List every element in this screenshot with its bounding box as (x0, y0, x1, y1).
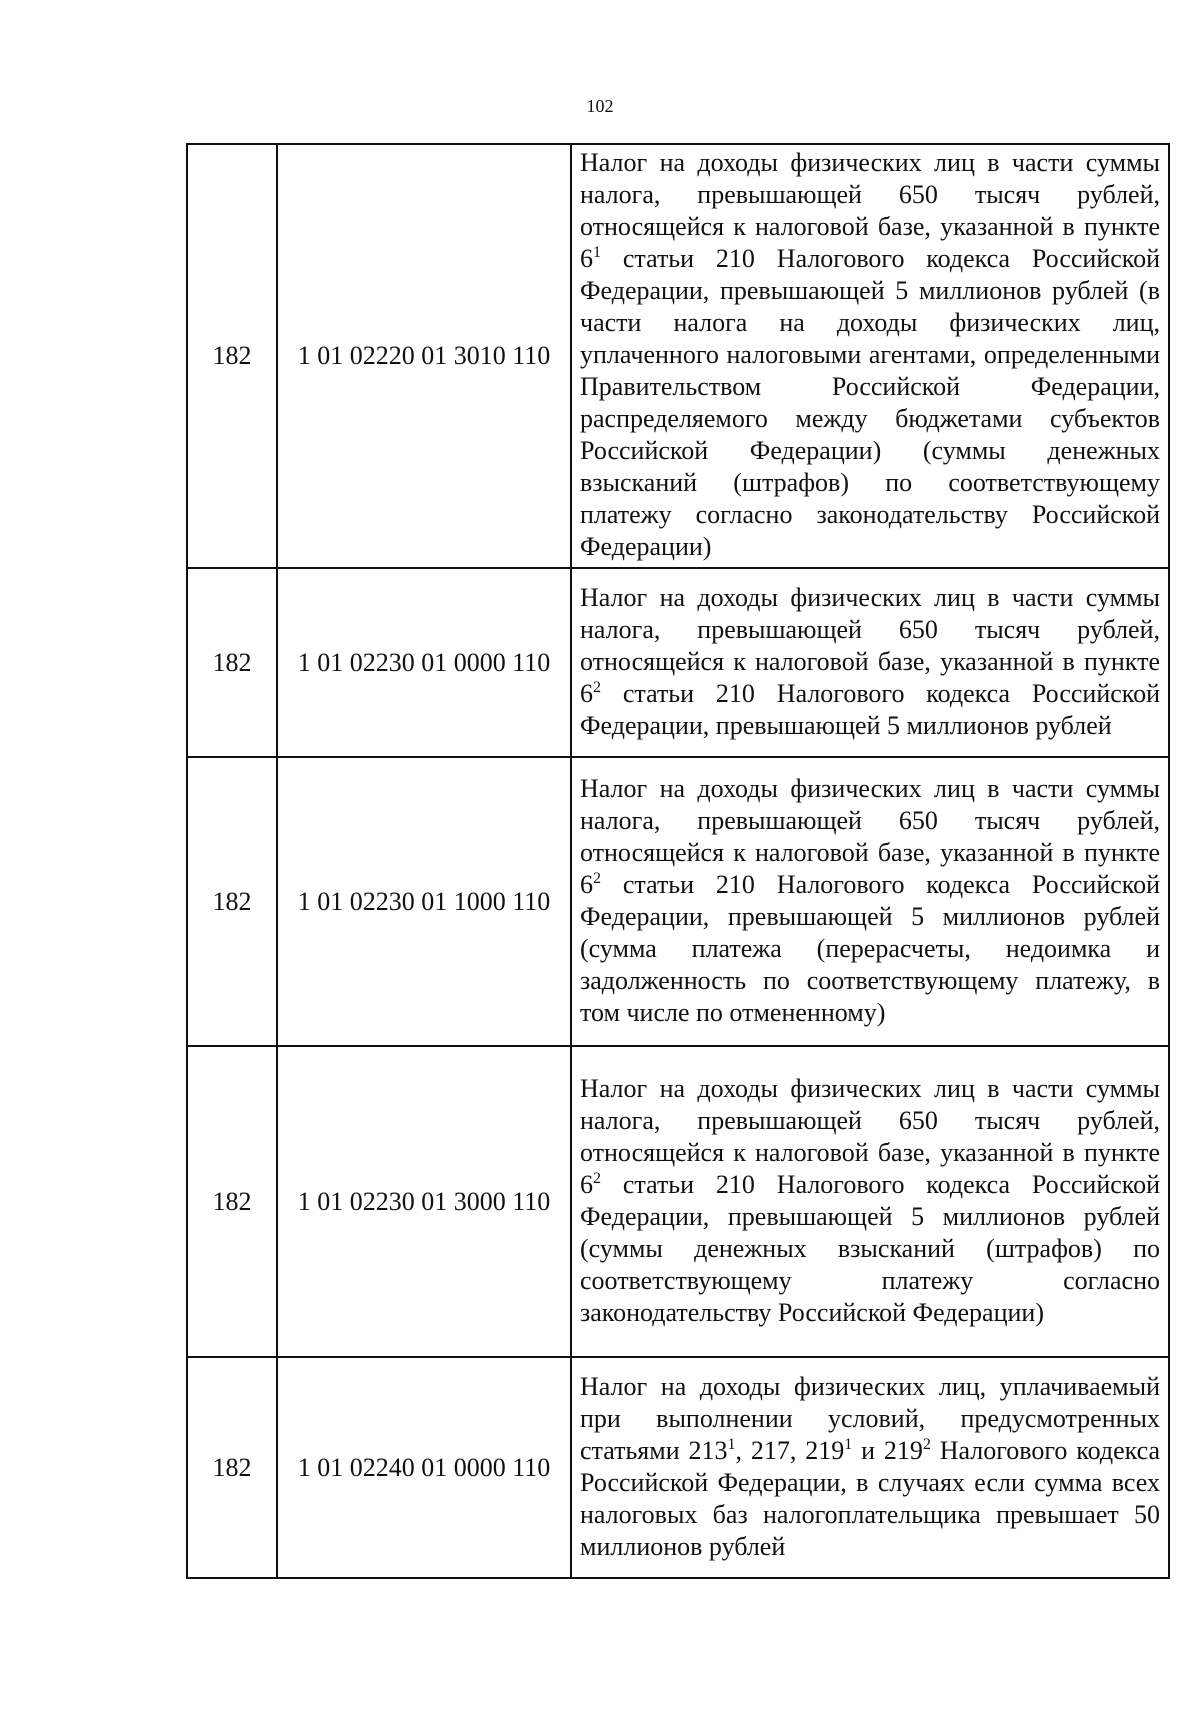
superscript: 1 (727, 1435, 736, 1453)
income-name-text: и 219 (852, 1435, 923, 1465)
income-name-cell (571, 144, 1169, 568)
superscript: 2 (593, 678, 601, 696)
income-name-text: статьи 210 Налогового кодекса Российской Федерации, превышающей 5 миллионов рублей (580, 678, 1160, 740)
admin-code-cell: 182 (187, 144, 277, 568)
page-number: 102 (586, 96, 614, 116)
table-row (187, 757, 1169, 1046)
income-name-text: статьи 210 Налогового кодекса Российской Федерации, превышающей 5 миллионов рублей (суммы денежных взысканий (штрафов) по соответствующему платежу согласно законодательству Российской Федерации) (580, 1169, 1160, 1327)
superscript: 1 (844, 1435, 853, 1453)
income-name-text: Налог на доходы физических лиц, уплачиваемый при выполнении условий, предусмотренных статьями 213 (580, 1371, 1160, 1465)
admin-code-cell: 182 (187, 1046, 277, 1357)
income-name-text: Налог на доходы физических лиц в части суммы налога, превышающей 650 тысяч рублей, относящейся к налоговой базе, указанной в пункте 6 (580, 148, 1160, 273)
budget-code-cell: 1 01 02240 01 0000 110 (277, 1357, 571, 1578)
income-name-cell (571, 568, 1169, 757)
income-name-text: , 217, 219 (735, 1435, 845, 1465)
income-name-text: статьи 210 Налогового кодекса Российской Федерации, превышающей 5 миллионов рублей (сумма платежа (перерасчеты, недоимка и задолженность по соответствующему платежу, в том числе по отмененному) (580, 869, 1160, 1027)
table-row (187, 1046, 1169, 1357)
income-name-cell (571, 1357, 1169, 1578)
table-row (187, 568, 1169, 757)
admin-code-cell: 182 (187, 568, 277, 757)
income-name-text: Налог на доходы физических лиц в части суммы налога, превышающей 650 тысяч рублей, относящейся к налоговой базе, указанной в пункте 6 (580, 1073, 1160, 1199)
budget-codes-table (186, 143, 1170, 1579)
budget-code-cell: 1 01 02230 01 1000 110 (277, 757, 571, 1046)
budget-code-cell: 1 01 02220 01 3010 110 (277, 144, 571, 568)
income-name-text: статьи 210 Налогового кодекса Российской Федерации, превышающей 5 миллионов рублей (в части налога на доходы физических лиц, уплаченного налоговыми агентами, определенными Правительством Российской Федерации, распределяемого между бюджетами субъектов Российской Федерации) (суммы денежных взысканий (штрафов) по соответствующему платежу согласно законодательству Российской Федерации) (580, 244, 1160, 561)
budget-code-cell: 1 01 02230 01 3000 110 (277, 1046, 571, 1357)
income-name-text: Налогового кодекса Российской Федерации, в случаях если сумма всех налоговых баз налогоплательщика превышает 50 миллионов рублей (580, 1435, 1160, 1561)
table-row (187, 144, 1169, 568)
superscript: 2 (922, 1435, 931, 1453)
superscript: 1 (593, 244, 601, 261)
admin-code-cell: 182 (187, 757, 277, 1046)
admin-code-cell: 182 (187, 1357, 277, 1578)
income-name-cell (571, 1046, 1169, 1357)
table-row (187, 1357, 1169, 1578)
income-name-cell (571, 757, 1169, 1046)
superscript: 2 (593, 869, 601, 887)
income-name-text: Налог на доходы физических лиц в части суммы налога, превышающей 650 тысяч рублей, относящейся к налоговой базе, указанной в пункте 6 (580, 773, 1160, 899)
income-name-text: Налог на доходы физических лиц в части суммы налога, превышающей 650 тысяч рублей, относящейся к налоговой базе, указанной в пункте 6 (580, 582, 1160, 708)
superscript: 2 (593, 1169, 601, 1187)
budget-code-cell: 1 01 02230 01 0000 110 (277, 568, 571, 757)
